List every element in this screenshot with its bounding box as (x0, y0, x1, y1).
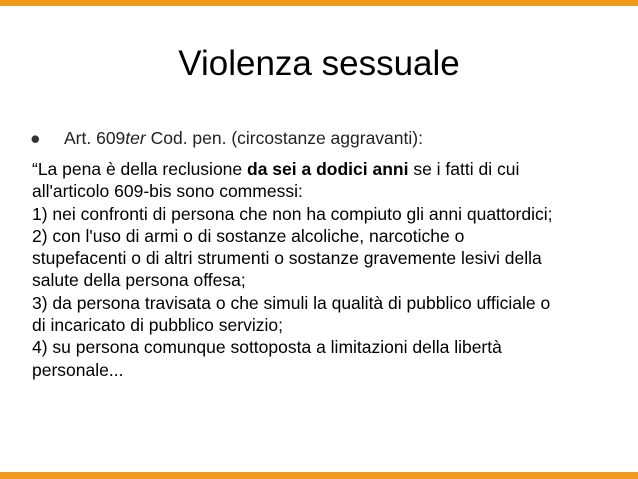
quote-line (32, 359, 632, 381)
bullet-item (30, 127, 423, 149)
bullet-prefix: Art. 609 (64, 128, 126, 148)
line-text: stupefacenti o di altri strumenti o sostanze gravemente lesivi della (32, 248, 542, 269)
bottom-accent-bar (0, 472, 638, 479)
quote-line (32, 292, 632, 314)
line-text: 4) su persona comunque sottoposta a limitazioni della libertà (32, 337, 502, 358)
quote-line (32, 336, 632, 358)
line-text: “La pena è della reclusione (32, 159, 248, 179)
line-text: 2) con l'uso di armi o di sostanze alcoliche, narcotiche o (32, 225, 465, 246)
quote-line (32, 203, 632, 225)
line-text: salute della persona offesa; (32, 270, 246, 291)
top-accent-bar (0, 0, 638, 6)
quote-line (32, 269, 632, 291)
quote-line (32, 247, 632, 269)
line-text: di incaricato di pubblico servizio; (32, 315, 283, 336)
line-text: 3) da persona travisata o che simuli la qualità di pubblico ufficiale o (32, 292, 551, 313)
line-text: personale... (32, 359, 124, 380)
quote-line (32, 225, 632, 247)
bullet-suffix: Cod. pen. (circostanze aggravanti): (145, 128, 423, 148)
line-text: all'articolo 609-bis sono commessi: (32, 181, 303, 202)
quote-line (32, 180, 632, 202)
bullet-icon: ● (30, 128, 41, 148)
quote-line (32, 314, 632, 336)
quote-body (32, 158, 632, 381)
slide-title: Violenza sessuale (178, 44, 460, 83)
bullet-italic: ter (125, 128, 146, 148)
quote-line (32, 158, 632, 180)
line-bold-text: da sei a dodici anni (247, 159, 409, 179)
line-text: se i fatti di cui (408, 159, 520, 179)
line-text: 1) nei confronti di persona che non ha compiuto gli anni quattordici; (32, 203, 553, 224)
